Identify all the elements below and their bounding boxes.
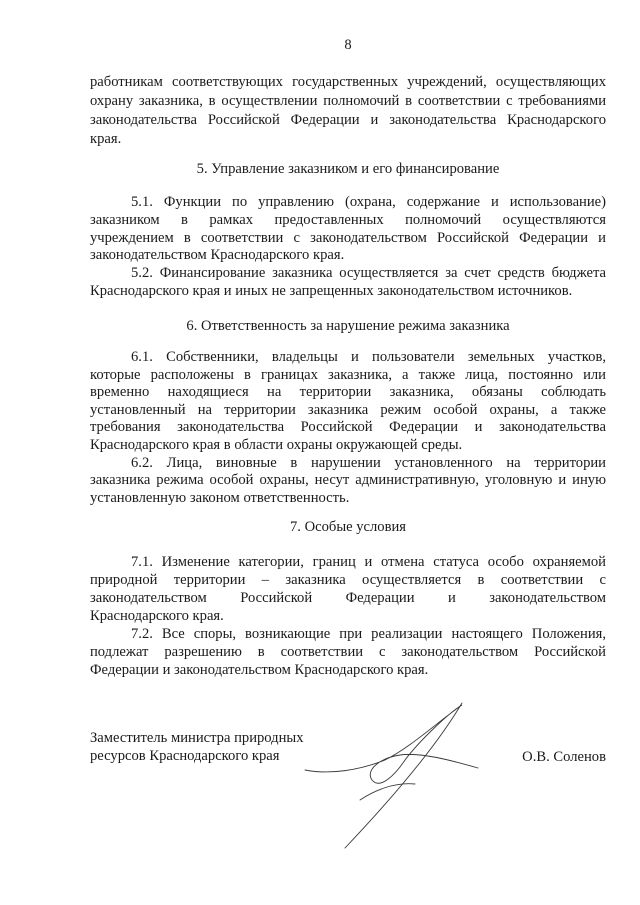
text-line: 5.1. Функции по управлению (охрана, содержание и использование) <box>131 194 606 210</box>
text-line: установленный на территории заказника режим особой охраны, а также <box>90 401 606 418</box>
section-heading-5-block <box>90 160 606 178</box>
text-line: природной территории – заказника осуществляется в соответствии с <box>90 572 606 588</box>
signatory-title-line: Заместитель министра природных <box>90 730 304 746</box>
section-heading-5: 5. Управление заказником и его финансирование <box>196 161 500 177</box>
text-line: установленную законом ответственность. <box>90 489 350 506</box>
paragraph-6-2 <box>90 455 606 508</box>
text-line: временно находящиеся на территории заказника, обязаны соблюдать <box>90 384 606 401</box>
handwritten-signature <box>290 690 490 860</box>
section-6-body <box>90 349 606 507</box>
section-heading-7-block <box>90 518 606 536</box>
text-line: законодательством Краснодарского края. <box>90 247 345 264</box>
text-line: заказника режима особой охраны, несут административную, уголовную и иную <box>90 472 606 489</box>
paragraph-5-1 <box>90 194 606 265</box>
text-line: Краснодарского края и иных не запрещенных законодательством источников. <box>90 282 573 299</box>
text-line: законодательством Российской Федерации и законодательством <box>90 590 606 606</box>
text-line: заказником в рамках предоставленных полномочий осуществляются <box>90 211 606 228</box>
section-5-body <box>90 194 606 301</box>
text-line: подлежат разрешению в соответствии с законодательством Российской <box>90 644 606 660</box>
paragraph-5-2 <box>90 265 606 301</box>
signatory-title-line: ресурсов Краснодарского края <box>90 748 280 764</box>
text-line: края. <box>90 131 122 147</box>
signature-stroke <box>305 705 478 783</box>
text-line: законодательства Российской Федерации и законодательства Краснодарского <box>90 112 606 128</box>
section-7-body <box>90 553 606 679</box>
page-number-block <box>90 36 606 54</box>
section-heading-6-block <box>90 317 606 335</box>
signature-stroke <box>345 703 462 848</box>
text-line: Краснодарского края в области охраны окружающей среды. <box>90 436 463 453</box>
paragraph-7-2 <box>90 625 606 679</box>
section-heading-7: 7. Особые условия <box>289 519 407 535</box>
text-line: работникам соответствующих государственных учреждений, осуществляющих <box>90 74 606 90</box>
paragraph-7-1 <box>90 553 606 625</box>
signature-stroke <box>360 784 415 800</box>
text-line: 6.2. Лица, виновные в нарушении установленного на территории <box>131 454 606 471</box>
text-line: 7.1. Изменение категории, границ и отмена статуса особо охраняемой <box>131 554 606 570</box>
text-line: учреждением в соответствии с законодательством Российской Федерации и <box>90 229 606 246</box>
text-line: 7.2. Все споры, возникающие при реализации настоящего Положения, <box>131 626 606 642</box>
text-line: которые расположены в границах заказника, а также лица, постоянно или <box>90 366 606 383</box>
text-line: требования законодательства Российской Федерации и законодательства <box>90 419 606 436</box>
text-line: Федерации и законодательством Краснодарского края. <box>90 662 429 678</box>
text-line: охрану заказника, в осуществлении полномочий в соответствии с требованиями <box>90 93 606 109</box>
text-line: 6.1. Собственники, владельцы и пользователи земельных участков, <box>131 349 606 365</box>
text-line: Краснодарского края. <box>90 608 224 624</box>
text-line: 5.2. Финансирование заказника осуществляется за счет средств бюджета <box>131 265 606 282</box>
signatory-name: О.В. Соленов <box>522 749 606 765</box>
section-heading-6: 6. Ответственность за нарушение режима заказника <box>186 318 510 334</box>
paragraph-continuation <box>90 73 606 149</box>
page-number: 8 <box>344 37 352 53</box>
paragraph-6-1 <box>90 349 606 455</box>
